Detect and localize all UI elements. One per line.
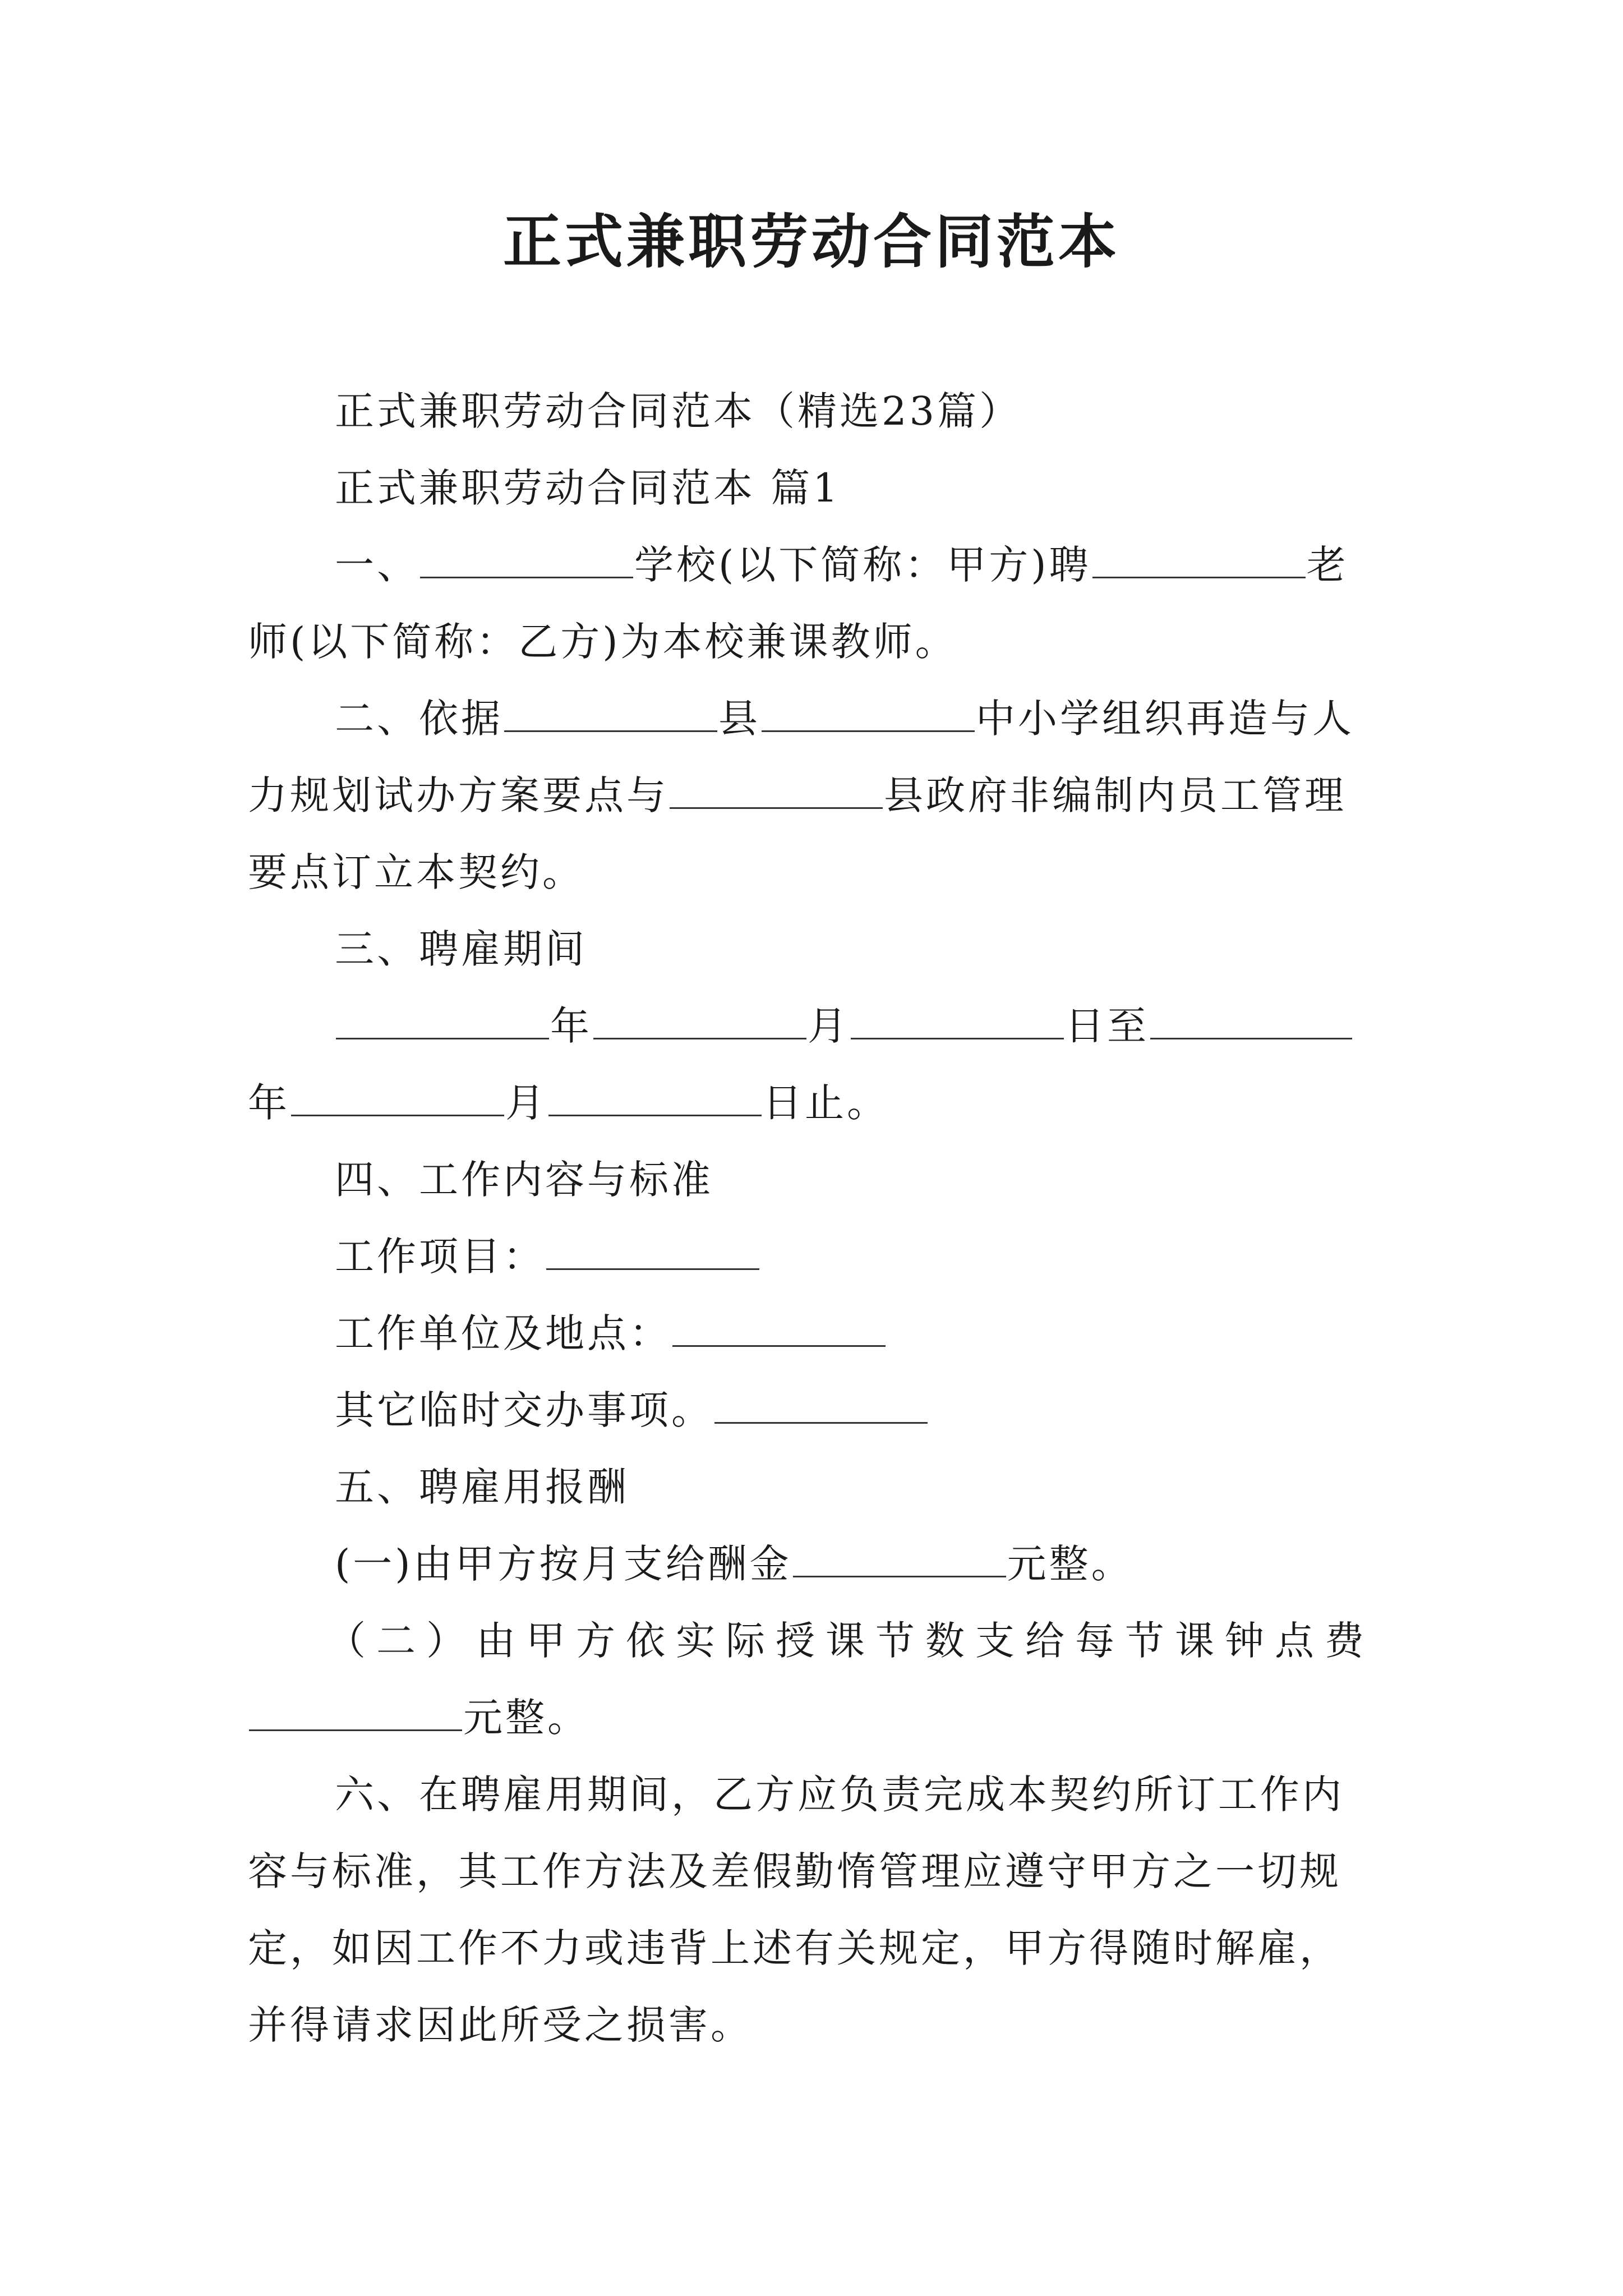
clause-5-item-1 <box>248 1526 1400 1603</box>
document-body <box>248 373 1400 2064</box>
clause-5-item-2-line-2 <box>248 1680 1400 1756</box>
monthly-pay-blank <box>793 1542 1006 1577</box>
start-month-blank <box>593 1004 806 1039</box>
clause-2-line-3-text: 要点订立本契约。 <box>248 849 584 895</box>
clause-2-mid: 县 <box>718 696 760 742</box>
clause-2-line-1 <box>248 680 1400 757</box>
clause-6-line-1-text: 六、在聘雇用期间，乙方应负责完成本契约所订工作内 <box>335 1772 1344 1818</box>
day-end-label: 日止。 <box>763 1080 889 1126</box>
clause-3-heading <box>248 911 1400 988</box>
clause-6-line-4-text: 并得请求因此所受之损害。 <box>248 2002 753 2048</box>
work-location-label: 工作单位及地点： <box>335 1310 671 1356</box>
hourly-pay-blank <box>249 1696 462 1731</box>
year-label-2: 年 <box>248 1080 290 1126</box>
other-tasks-blank <box>714 1388 928 1424</box>
other-tasks-label: 其它临时交办事项。 <box>335 1387 713 1433</box>
clause-2-line-3 <box>248 834 1400 911</box>
clause-3-period-line-2 <box>248 1065 1400 1142</box>
work-location-blank <box>672 1312 886 1347</box>
intro-text: 正式兼职劳动合同范本（精选23篇） <box>335 388 1022 434</box>
clause-6-line-3 <box>248 1910 1400 1987</box>
clause-4-item-2 <box>248 1295 1400 1372</box>
work-item-blank <box>546 1235 759 1270</box>
clause-6-line-2 <box>248 1833 1400 1910</box>
end-year-blank <box>1150 1004 1352 1039</box>
county-blank-2 <box>762 697 975 732</box>
clause-5-heading-text: 五、聘雇用报酬 <box>335 1464 629 1510</box>
clause-2-line-2a: 力规划试办方案要点与 <box>248 772 668 818</box>
clause-5-item-2-line-1 <box>248 1603 1400 1680</box>
clause-6-line-4 <box>248 1987 1400 2064</box>
month-label: 月 <box>808 1003 850 1049</box>
clause-5-heading <box>248 1449 1400 1526</box>
year-label: 年 <box>550 1003 592 1049</box>
clause-3-period-line-1 <box>248 988 1400 1065</box>
clause-6-line-3-text: 定，如因工作不力或违背上述有关规定，甲方得随时解雇， <box>248 1925 1341 1971</box>
clause-2-line-2b: 县政府非编制内员工管理 <box>884 772 1347 818</box>
teacher-name-blank <box>1092 543 1306 578</box>
clause-1-end: 老 <box>1306 542 1349 588</box>
clause-2-prefix: 二、依据 <box>335 696 503 742</box>
clause-3-heading-text: 三、聘雇期间 <box>335 926 587 972</box>
intro-line <box>248 373 1400 450</box>
clause-2-end: 中小学组织再造与人 <box>976 696 1354 742</box>
clause-1-line-2-text: 师(以下简称：乙方)为本校兼课教师。 <box>248 619 957 665</box>
document-title: 正式兼职劳动合同范本 <box>502 207 1120 276</box>
clause-1-line-2 <box>248 604 1400 680</box>
day-to-label: 日至 <box>1065 1003 1149 1049</box>
clause-4-heading <box>248 1142 1400 1218</box>
clause-4-item-3 <box>248 1372 1400 1449</box>
section-heading-text: 正式兼职劳动合同范本 篇1 <box>335 465 841 511</box>
county-blank-3 <box>670 774 883 809</box>
clause-1-prefix: 一、 <box>335 542 419 588</box>
clause-1-line-1 <box>248 527 1400 604</box>
clause-6-line-1 <box>248 1756 1400 1833</box>
monthly-pay-label: (一)由甲方按月支给酬金 <box>335 1541 792 1587</box>
end-month-blank <box>291 1081 504 1116</box>
start-day-blank <box>851 1004 1064 1039</box>
hourly-pay-unit: 元整。 <box>463 1695 589 1741</box>
monthly-pay-unit: 元整。 <box>1007 1541 1133 1587</box>
clause-6-line-2-text: 容与标准，其工作方法及差假勤惰管理应遵守甲方之一切规 <box>248 1848 1341 1894</box>
work-item-label: 工作项目： <box>335 1234 545 1280</box>
hourly-pay-label: （二）由甲方依实际授课节数支给每节课钟点费 <box>326 1618 1375 1664</box>
clause-4-item-1 <box>248 1218 1400 1295</box>
month-label-2: 月 <box>505 1080 547 1126</box>
clause-2-line-2 <box>248 757 1400 834</box>
clause-4-heading-text: 四、工作内容与标准 <box>335 1157 713 1203</box>
end-day-blank <box>548 1081 762 1116</box>
clause-1-mid: 学校(以下简称：甲方)聘 <box>634 542 1091 588</box>
school-name-blank <box>420 543 633 578</box>
county-blank-1 <box>504 697 717 732</box>
start-year-blank <box>336 1004 549 1039</box>
section-heading <box>248 450 1400 527</box>
